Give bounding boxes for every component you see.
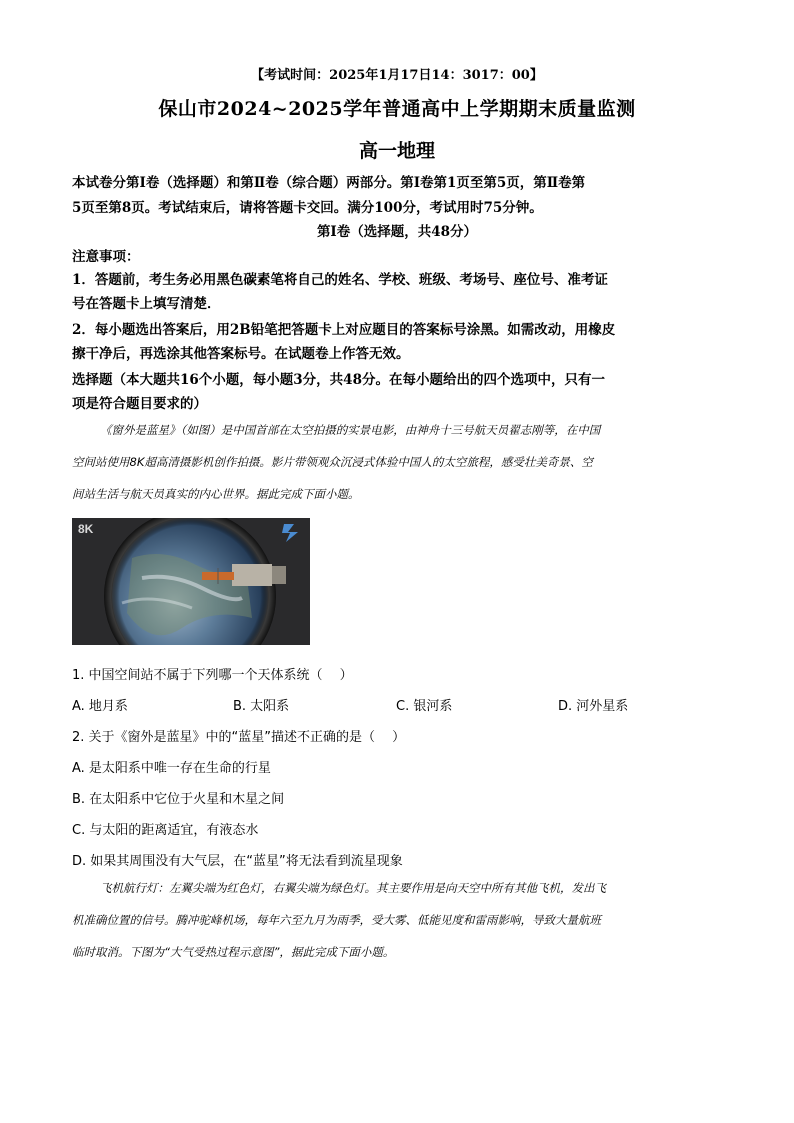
exam-title: 保山市2024~2025学年普通高中上学期期末质量监测: [158, 98, 636, 120]
material-line: 间站生活与航天员真实的内心世界。据此完成下面小题。: [72, 487, 360, 501]
question-2-stem: 2. 关于《窗外是蓝星》中的“蓝星”描述不正确的是（ ）: [72, 730, 406, 745]
section-line: 选择题（本大题共16个小题，每小题3分，共48分。在每小题给出的四个选项中，只有一: [72, 372, 605, 388]
space-station-photo: [72, 518, 310, 645]
question-2-option-d: D. 如果其周围没有大气层，在“蓝星”将无法看到流星现象: [72, 854, 403, 869]
material-line: 《窗外是蓝星》（如图）是中国首部在太空拍摄的实景电影，由神舟十三号航天员翟志刚等，在中国: [100, 423, 601, 437]
material-line: 空间站使用8K超高清摄影机创作拍摄。影片带领观众沉浸式体验中国人的太空旅程，感受壮美奇景、空: [72, 455, 593, 469]
material-line: 飞机航行灯：左翼尖端为红色灯，右翼尖端为绿色灯。其主要作用是向天空中所有其他飞机，发出飞: [100, 881, 606, 895]
section-instructions: [72, 368, 720, 416]
material-line: 机准确位置的信号。腾冲驼峰机场，每年六至九月为雨季，受大雾、低能见度和雷雨影响，导致大量航班: [72, 913, 601, 927]
reading-material-2: [72, 872, 720, 968]
notice-line: 2．每小题选出答案后，用2B铅笔把答题卡上对应题目的答案标号涂黑。如需改动，用橡皮: [72, 322, 616, 338]
question-2-option-b: B. 在太阳系中它位于火星和木星之间: [72, 792, 285, 807]
exam-subject: 高一地理: [358, 140, 435, 162]
question-1-option-b: B. 太阳系: [233, 699, 290, 714]
question-1-stem: 1. 中国空间站不属于下列哪一个天体系统（ ）: [72, 668, 353, 683]
notice-item-2: [72, 318, 720, 366]
section-line: 项是符合题目要求的）: [72, 396, 207, 412]
notice-item-1: [72, 268, 720, 316]
intro-line: 本试卷分第Ⅰ卷（选择题）和第Ⅱ卷（综合题）两部分。第Ⅰ卷第1页至第5页，第Ⅱ卷第: [72, 175, 586, 191]
question-1-option-a: A. 地月系: [72, 699, 128, 714]
question-2-option-c: C. 与太阳的距离适宜，有液态水: [72, 823, 259, 838]
notice-line: 擦干净后，再选涂其他答案标号。在试题卷上作答无效。: [72, 346, 410, 362]
question-1-option-c: C. 银河系: [396, 699, 453, 714]
reading-material-1: [72, 414, 720, 510]
question-2-option-a: A. 是太阳系中唯一存在生命的行星: [72, 761, 271, 776]
notice-line: 1．答题前，考生务必用黑色碳素笔将自己的姓名、学校、班级、考场号、座位号、准考证: [72, 272, 608, 288]
exam-time: 【考试时间：2025年1月17日14：3017：00】: [251, 68, 543, 83]
intro-line: 5页至第8页。考试结束后，请将答题卡交回。满分100分，考试用时75分钟。: [72, 200, 543, 216]
notice-line: 号在答题卡上填写清楚．: [72, 296, 221, 312]
window-earth-image: [72, 518, 310, 645]
material-line: 临时取消。下图为“大气受热过程示意图”，据此完成下面小题。: [72, 945, 395, 959]
question-1-option-d: D. 河外星系: [558, 699, 629, 714]
part-title: 第Ⅰ卷（选择题，共48分）: [316, 224, 478, 240]
exam-intro: [72, 171, 720, 221]
resolution-badge: 8K: [78, 522, 94, 536]
notice-heading: 注意事项：: [72, 249, 140, 265]
